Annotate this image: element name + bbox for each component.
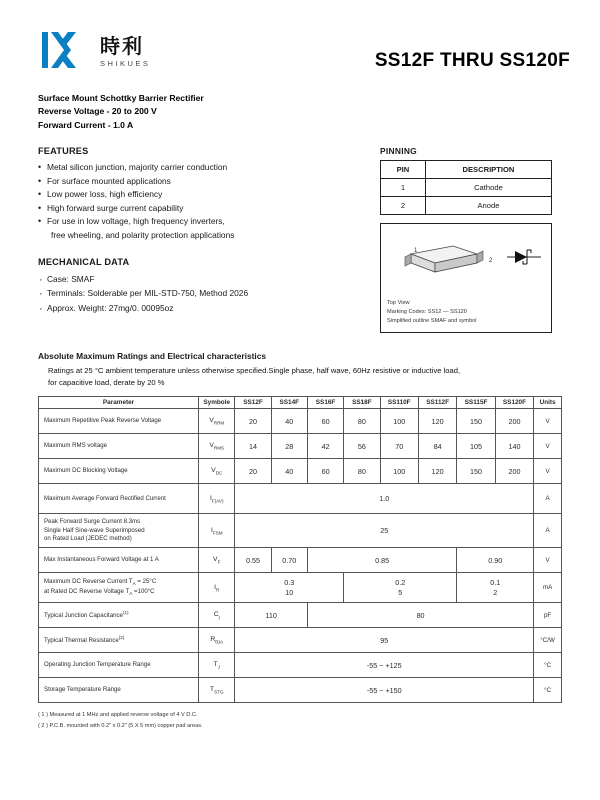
value-cell: 80 [307, 603, 533, 628]
footnotes [38, 710, 570, 730]
value-cell: 0.3 10 [235, 573, 344, 603]
value-cell: 56 [344, 434, 380, 459]
parameter-cell: Typical Junction Capacitance$^{(1)}$ [39, 603, 199, 628]
table-row [39, 514, 562, 548]
value-cell: 28 [271, 434, 307, 459]
units-cell: V [534, 434, 562, 459]
ratings-note-line-1: Ratings at 25 °C ambient temperature unless otherwise specified.Single phase, half wave, 60Hz resistive or inductive load, [48, 365, 461, 375]
value-cell: 110 [235, 603, 308, 628]
subtitle-line-3: Forward Current - 1.0 A [38, 119, 134, 130]
col-header-ss18f: SS18F [344, 397, 380, 409]
footnote-1: ( 1 ) Measured at 1 MHz and applied reverse voltage of 4 V D.C. [38, 712, 198, 719]
units-cell: A [534, 484, 562, 514]
table-header-row [381, 160, 552, 178]
value-cell: 95 [235, 628, 534, 653]
units-cell: °C [534, 653, 562, 678]
symbol-cell: $C_j$ [199, 603, 235, 628]
pinning-heading: PINNING [380, 145, 417, 156]
pinning-table [380, 160, 552, 215]
col-header-symbol: Symbole [199, 397, 235, 409]
parameter-cell: Maximum DC Blocking Voltage [39, 459, 199, 484]
col-header-ss16f: SS16F [307, 397, 343, 409]
list-item: free wheeling, and polarity protection applications [51, 229, 235, 240]
list-item: · Terminals: Solderable per MIL-STD-750, Method 2026 [38, 286, 338, 300]
units-cell: pF [534, 603, 562, 628]
parameter-cell: Maximum DC Reverse Current $T_A = 25^\circ C$ at Rated DC Reverse Voltage $T_A =100^\circ C$ [39, 573, 199, 603]
parameter-cell: Maximum RMS voltage [39, 434, 199, 459]
units-cell: mA [534, 573, 562, 603]
package-drawing-icon [381, 224, 551, 298]
page-header [38, 28, 570, 90]
pin-column-header: PIN [381, 160, 426, 178]
list-item: • Metal silicon junction, majority carrier conduction [38, 161, 338, 175]
table-row [39, 678, 562, 703]
value-cell: 0.1 2 [457, 573, 534, 603]
col-header-ss110f: SS110F [380, 397, 418, 409]
value-cell: 84 [418, 434, 456, 459]
value-cell: 150 [457, 459, 495, 484]
value-cell: 25 [235, 514, 534, 548]
page-title: SS12F THRU SS120F [374, 50, 570, 71]
symbol-cell: $V_{DC}$ [199, 459, 235, 484]
value-cell: 60 [307, 459, 343, 484]
symbol-cell: $T_J$ [199, 653, 235, 678]
parameter-cell: Max Instantaneous Forward Voltage at 1 A [39, 548, 199, 573]
value-cell: 0.2 5 [344, 573, 457, 603]
symbol-cell: $I_{FSM}$ [199, 514, 235, 548]
brand-text [100, 32, 150, 68]
parameter-cell: Storage Temperature Range [39, 678, 199, 703]
features-list [38, 161, 338, 243]
mechanical-heading: MECHANICAL DATA [38, 256, 130, 267]
brand-name-en: SHIKUES [100, 59, 151, 68]
package-note-line: Simplified outline SMAF and symbol [387, 318, 477, 324]
list-item: • Low power loss, high efficiency [38, 188, 338, 202]
value-cell: 200 [495, 409, 533, 434]
value-cell: 42 [307, 434, 343, 459]
value-cell: 100 [380, 409, 418, 434]
table-row [39, 459, 562, 484]
ratings-heading: Absolute Maximum Ratings and Electrical characteristics [38, 350, 267, 361]
table-row [39, 548, 562, 573]
list-item: • For use in low voltage, high frequency inverters, [38, 215, 338, 229]
pinning-column [380, 146, 570, 333]
col-header-ss14f: SS14F [271, 397, 307, 409]
table-row [381, 196, 552, 214]
mechanical-list [38, 272, 338, 315]
value-cell: 0.85 [307, 548, 456, 573]
value-cell: 1.0 [235, 484, 534, 514]
features-heading: FEATURES [38, 145, 89, 156]
symbol-cell: $V_F$ [199, 548, 235, 573]
value-cell: 120 [418, 409, 456, 434]
value-cell: 20 [235, 459, 271, 484]
col-header-ss120f: SS120F [495, 397, 533, 409]
symbol-cell: $V_{RRM}$ [199, 409, 235, 434]
table-row [39, 628, 562, 653]
list-item: • For surface mounted applications [38, 175, 338, 189]
subtitle-line-1: Surface Mount Schottky Barrier Rectifier [38, 93, 204, 103]
col-header-ss12f: SS12F [235, 397, 271, 409]
characteristics-table [38, 396, 562, 703]
col-header-ss112f: SS112F [418, 397, 456, 409]
value-cell: 100 [380, 459, 418, 484]
product-subtitle [38, 92, 570, 132]
value-cell: 40 [271, 409, 307, 434]
svg-text:1: 1 [414, 247, 418, 254]
symbol-cell: $T_{STG}$ [199, 678, 235, 703]
value-cell: 14 [235, 434, 271, 459]
value-cell: 0.55 [235, 548, 271, 573]
table-row [39, 434, 562, 459]
features-column [38, 146, 338, 333]
units-cell: V [534, 548, 562, 573]
description-column-header: DESCRIPTION [425, 160, 551, 178]
col-header-parameter: Parameter [39, 397, 199, 409]
parameter-cell: Maximum Average Forward Rectified Current [39, 484, 199, 514]
list-item: · Approx. Weight: 27mg/0. 00095oz [38, 301, 338, 315]
feature-pinning-columns [38, 146, 570, 333]
company-logo-icon [38, 28, 92, 72]
list-item: • High forward surge current capability [38, 202, 338, 216]
pin-description: Anode [425, 196, 551, 214]
value-cell: 80 [344, 409, 380, 434]
value-cell: 20 [235, 409, 271, 434]
brand-block [38, 28, 150, 72]
ratings-note-line-2: for capacitive load, derate by 20 % [48, 377, 165, 387]
value-cell: 0.70 [271, 548, 307, 573]
pin-number: 2 [381, 196, 426, 214]
symbol-cell: $I_{F(AV)}$ [199, 484, 235, 514]
pin-number: 1 [381, 178, 426, 196]
package-note-line: Top View [387, 300, 410, 307]
symbol-cell: $I_R$ [199, 573, 235, 603]
brand-name-cn: 時利 [100, 34, 144, 58]
characteristics-table-body [39, 409, 562, 703]
value-cell: 80 [344, 459, 380, 484]
table-row [39, 484, 562, 514]
value-cell: 60 [307, 409, 343, 434]
parameter-cell: Operating Junction Temperature Range [39, 653, 199, 678]
ratings-note [48, 365, 570, 389]
mechanical-data-block [38, 257, 338, 315]
units-cell: °C [534, 678, 562, 703]
col-header-units: Units [534, 397, 562, 409]
subtitle-line-2: Reverse Voltage - 20 to 200 V [38, 106, 157, 117]
table-row [39, 603, 562, 628]
svg-text:2: 2 [489, 257, 493, 264]
table-row [39, 653, 562, 678]
symbol-cell: $R_{\theta JA}$ [199, 628, 235, 653]
value-cell: 120 [418, 459, 456, 484]
table-header-row [39, 397, 562, 409]
parameter-cell: Maximum Repetitive Peak Reverse Voltage [39, 409, 199, 434]
list-item: · Case: SMAF [38, 272, 338, 286]
units-cell: °C/W [534, 628, 562, 653]
value-cell: 0.90 [457, 548, 534, 573]
table-row [381, 178, 552, 196]
symbol-cell: $V_{RMS}$ [199, 434, 235, 459]
units-cell: V [534, 459, 562, 484]
units-cell: V [534, 409, 562, 434]
package-outline-figure [380, 223, 552, 333]
table-row [39, 409, 562, 434]
value-cell: 40 [271, 459, 307, 484]
value-cell: 200 [495, 459, 533, 484]
parameter-cell: Typical Thermal Resistance$^{(2)}$ [39, 628, 199, 653]
value-cell: -55 ~ +150 [235, 678, 534, 703]
col-header-ss115f: SS115F [457, 397, 495, 409]
value-cell: 70 [380, 434, 418, 459]
value-cell: 140 [495, 434, 533, 459]
parameter-cell: Peak Forward Surge Current 8.3ms Single Half Sine-wave Superimposed on Rated Load (JEDEC method) [39, 514, 199, 548]
value-cell: 150 [457, 409, 495, 434]
value-cell: 105 [457, 434, 495, 459]
units-cell: A [534, 514, 562, 548]
pin-description: Cathode [425, 178, 551, 196]
table-row [39, 573, 562, 603]
value-cell: -55 ~ +125 [235, 653, 534, 678]
footnote-2: ( 2 ) P.C.B. mounted with 0.2" x 0.2" (5 X 5 mm) copper pad areas. [38, 722, 203, 729]
package-notes [387, 299, 477, 326]
package-note-line: Marking Codes: SS12 — SS120 [387, 309, 467, 316]
